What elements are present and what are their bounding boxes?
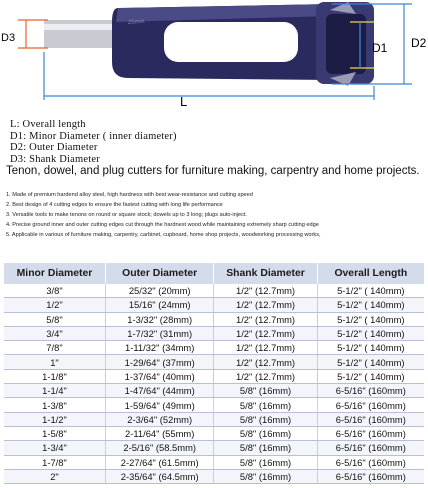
table-cell: 5-1/2" ( 140mm) (317, 369, 424, 383)
table-row (4, 326, 424, 340)
table-cell: 2-35/64" (64.5mm) (105, 469, 213, 483)
table-row (4, 298, 424, 312)
table-row (4, 341, 424, 355)
legend-item: D1: Minor Diameter ( inner diameter) (10, 130, 177, 142)
table-cell: 5/8" (16mm) (214, 469, 317, 483)
table-cell: 1/2" (12.7mm) (214, 326, 317, 340)
table-cell: 1-1/8" (4, 369, 105, 383)
table-row (4, 369, 424, 383)
tool-dimension-diagram (0, 0, 428, 108)
table-cell: 1-7/8" (4, 455, 105, 469)
table-cell: 6-5/16" (160mm) (317, 441, 424, 455)
column-header: Minor Diameter (4, 263, 105, 284)
table-cell: 1/2" (12.7mm) (214, 341, 317, 355)
table-row (4, 398, 424, 412)
feature-item: 5. Applicable in various of furniture making, carpentry, carbinet, cupboard, home shop projects, woodworking processing works, (6, 232, 321, 239)
feature-item: 2. Best design of 4 cutting edges to ensure the fastest cutting with long life performance (6, 202, 223, 209)
table-cell: 2" (4, 469, 105, 483)
column-header: Overall Length (317, 263, 424, 284)
table-cell: 5-1/2" ( 140mm) (317, 312, 424, 326)
feature-item: 3. Versatile tools to make tenons on round or square stock; dowels up to 3 long; plugs auto-inject. (6, 212, 247, 219)
table-cell: 15/16" (24mm) (105, 298, 213, 312)
column-header: Shank Diameter (214, 263, 317, 284)
table-cell: 2-3/64" (52mm) (105, 412, 213, 426)
table-cell: 1/2" (12.7mm) (214, 298, 317, 312)
legend-item: L: Overall length (10, 119, 86, 130)
table-row (4, 426, 424, 440)
column-header: Outer Diameter (105, 263, 213, 284)
table-cell: 6-5/16" (160mm) (317, 469, 424, 483)
table-cell: 5-1/2" ( 140mm) (317, 341, 424, 355)
table-row (4, 355, 424, 369)
d3-label: D3 (1, 32, 16, 44)
feature-item: 1. Made of premium hardend alloy steel, high hardness with best wear-resistance and cutting speed (6, 192, 253, 198)
table-cell: 1-1/4" (4, 384, 105, 398)
d2-label: D2 (411, 36, 427, 50)
table-cell: 5/8" (16mm) (214, 398, 317, 412)
table-cell: 5/8" (16mm) (214, 455, 317, 469)
table-row (4, 384, 424, 398)
d1-label: D1 (372, 41, 388, 55)
table-row (4, 312, 424, 326)
table-row (4, 441, 424, 455)
dimension-legend (10, 119, 177, 165)
table-cell: 1-3/8" (4, 398, 105, 412)
table-cell: 5/8" (16mm) (214, 384, 317, 398)
table-cell: 5/8" (16mm) (214, 426, 317, 440)
legend-item: D3: Shank Diameter (10, 153, 100, 165)
table-cell: 1/2" (12.7mm) (214, 284, 317, 298)
table-cell: 1-47/64" (44mm) (105, 384, 213, 398)
table-cell: 5-1/2" ( 140mm) (317, 298, 424, 312)
table-cell: 1/2" (4, 298, 105, 312)
table-cell: 6-5/16" (160mm) (317, 384, 424, 398)
table-body (4, 284, 424, 484)
table-cell: 1/2" (12.7mm) (214, 369, 317, 383)
feature-list (6, 190, 321, 240)
table-row (4, 455, 424, 469)
table-cell: 6-5/16" (160mm) (317, 426, 424, 440)
table-row (4, 412, 424, 426)
table-cell: 25/32" (20mm) (105, 284, 213, 298)
table-cell: 5-1/2" ( 140mm) (317, 284, 424, 298)
product-headline: Tenon, dowel, and plug cutters for furniture making, carpentry and home projects. (6, 165, 420, 177)
table-cell: 5-1/2" ( 140mm) (317, 355, 424, 369)
table-cell: 6-5/16" (160mm) (317, 398, 424, 412)
table-cell: 5/8" (16mm) (214, 412, 317, 426)
table-cell: 2-11/64" (55mm) (105, 426, 213, 440)
table-cell: 3/4" (4, 326, 105, 340)
table-cell: 3/8" (4, 284, 105, 298)
table-row (4, 469, 424, 483)
table-cell: 6-5/16" (160mm) (317, 412, 424, 426)
feature-item: 4. Precise ground inner and outer cutting edges cut through the hardnest wood while maintaining extremely sharp cutting edge (6, 222, 319, 229)
table-cell: 1" (4, 355, 105, 369)
table-cell: 1-5/8" (4, 426, 105, 440)
table-row (4, 284, 424, 298)
table-header-row (4, 263, 424, 284)
table-cell: 5/8" (4, 312, 105, 326)
table-cell: 5/8" (16mm) (214, 441, 317, 455)
table-cell: 7/8" (4, 341, 105, 355)
table-cell: 2-27/64" (61.5mm) (105, 455, 213, 469)
table-cell: 1-59/64" (49mm) (105, 398, 213, 412)
body-slot (164, 22, 298, 62)
size-spec-table (4, 263, 424, 484)
legend-item: D2: Outer Diameter (10, 142, 98, 154)
l-label: L (180, 94, 188, 108)
table-cell: 1-3/4" (4, 441, 105, 455)
table-cell: 1-29/64" (37mm) (105, 355, 213, 369)
table-cell: 1-3/32" (28mm) (105, 312, 213, 326)
table-cell: 1-7/32" (31mm) (105, 326, 213, 340)
table-cell: 5-1/2" ( 140mm) (317, 326, 424, 340)
table-cell: 1-37/64" (40mm) (105, 369, 213, 383)
table-cell: 1/2" (12.7mm) (214, 355, 317, 369)
table-cell: 2-5/16" (58.5mm) (105, 441, 213, 455)
table-cell: 1/2" (12.7mm) (214, 312, 317, 326)
engraving-text: 25mm (127, 18, 145, 26)
table-cell: 1-1/2" (4, 412, 105, 426)
table-cell: 1-11/32" (34mm) (105, 341, 213, 355)
table-cell: 6-5/16" (160mm) (317, 455, 424, 469)
